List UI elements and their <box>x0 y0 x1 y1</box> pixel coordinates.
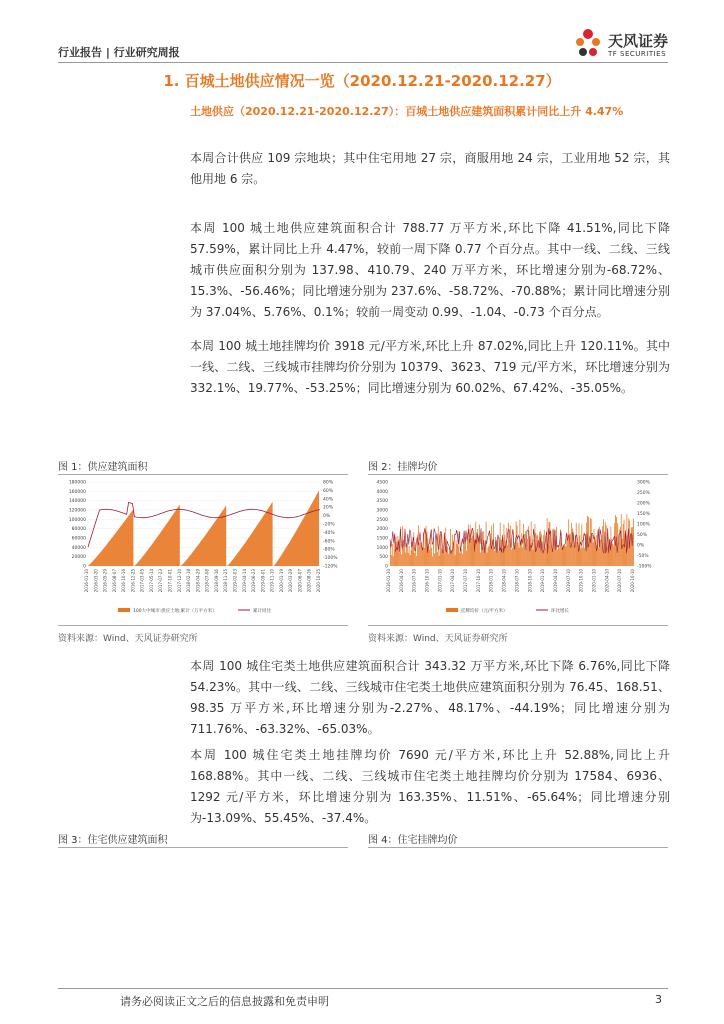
y-tick-label: 3500 <box>376 499 388 505</box>
bar <box>492 542 493 566</box>
bar <box>401 554 402 566</box>
y2-tick-label: -50% <box>637 554 649 559</box>
bar <box>581 549 582 566</box>
bar <box>463 540 464 566</box>
x-tick-label: 2016-01-10 <box>386 569 391 593</box>
bar <box>486 522 487 566</box>
x-tick-label: 2017-05-14 <box>148 569 154 593</box>
x-tick-label: 2016-04-10 <box>398 569 404 593</box>
bar <box>448 554 449 566</box>
bar <box>456 540 457 566</box>
figure-1-bottom-rule <box>58 625 348 626</box>
bar <box>409 546 410 566</box>
bar <box>546 536 547 566</box>
y-tick-label: 160000 <box>68 489 86 495</box>
figure-3-title: 图 3：住宅供应建筑面积 <box>58 835 168 846</box>
bar <box>507 545 508 566</box>
bar <box>630 534 631 566</box>
y2-tick-label: 40% <box>323 497 334 503</box>
bar <box>566 539 567 566</box>
bar <box>450 529 451 566</box>
y-tick-label: 2000 <box>376 527 388 533</box>
bar <box>570 534 571 566</box>
footer-disclaimer: 请务必阅读正文之后的信息披露和免责申明 <box>120 995 329 1008</box>
bar <box>580 535 581 566</box>
bar <box>539 532 540 566</box>
bar <box>528 526 529 566</box>
bar <box>517 526 518 566</box>
x-tick-label: 2020-06-07 <box>297 569 303 593</box>
bar <box>565 546 566 566</box>
bar <box>479 524 480 566</box>
x-tick-label: 2016-05-29 <box>102 569 108 593</box>
y-tick-label: 1500 <box>376 536 388 542</box>
bar <box>469 539 470 566</box>
bar <box>633 519 634 566</box>
bar <box>462 554 463 566</box>
paragraph-2: 本周 100 城土地供应建筑面积合计 788.77 万平方米,环比下降 41.51%,同比下降 57.59%，累计同比上升 4.47%，较前一周下降 0.77 个百分点。其中一线、二线、三线城市供应面积分别为 137.98、410.79、240 万平方米，环比增速分别为-68.72%、15.3%、-56.46%；同比增速分别为 237.6%、-58.72%、-70.88%；累计同比增速分别为 37.04%、5.76%、0.1%；较前一周变动 0.99、-1.04、-0.73 个百分点。 <box>190 221 670 319</box>
bar <box>518 543 519 566</box>
x-tick-label: 2017-01-10 <box>437 569 443 593</box>
x-tick-label: 2017-07-10 <box>463 569 469 593</box>
figure-1-title: 图 1：供应建筑面积 <box>58 462 148 473</box>
legend-label-area: 100大中城市:供应土地:累计（万平方米） <box>133 609 217 614</box>
bar <box>588 517 589 566</box>
x-tick-label: 2018-01-10 <box>488 569 494 593</box>
bar <box>447 546 448 566</box>
bar <box>430 534 431 566</box>
bar <box>422 548 423 566</box>
bar <box>487 553 488 566</box>
bar <box>437 552 438 566</box>
bar <box>459 546 460 566</box>
bar <box>460 552 461 566</box>
bar <box>434 554 435 566</box>
x-tick-label: 2019-01-10 <box>540 569 546 593</box>
y2-tick-label: 100% <box>637 522 650 528</box>
bar <box>530 537 531 566</box>
y2-tick-label: -100% <box>323 556 338 562</box>
x-tick-label: 2016-03-20 <box>93 569 99 593</box>
legend-label-bar: 挂牌均价（元/平方米） <box>461 609 508 614</box>
bar <box>579 523 580 566</box>
bar <box>506 528 507 566</box>
y-tick-label: 500 <box>379 555 388 561</box>
bar <box>432 556 433 566</box>
bar <box>435 541 436 566</box>
figure-2-bottom-rule <box>368 625 668 626</box>
bar <box>603 519 604 566</box>
bar <box>557 550 558 566</box>
bar <box>473 536 474 566</box>
x-tick-label: 2018-09-16 <box>213 569 219 593</box>
bar <box>519 548 520 566</box>
x-tick-label: 2016-10-16 <box>121 569 127 593</box>
bar <box>534 540 535 566</box>
y-tick-label: 60000 <box>71 536 86 542</box>
x-tick-label: 2017-07-23 <box>158 569 164 593</box>
bar <box>459 553 460 566</box>
bar <box>471 538 472 566</box>
y2-tick-label: 20% <box>323 505 334 511</box>
y-tick-label: 80000 <box>71 527 86 533</box>
bar <box>592 535 593 566</box>
bar <box>420 543 421 566</box>
figure-1-chart <box>58 478 348 622</box>
x-tick-label: 2019-02-03 <box>232 569 238 593</box>
bar <box>500 523 501 566</box>
paragraph-1: 本周合计供应 109 宗地块；其中住宅用地 27 宗，商服用地 24 宗，工业用地 52 宗，其他用地 6 宗。 <box>190 151 670 186</box>
bar <box>584 548 585 566</box>
legend-label-line: 累计同比 <box>253 609 271 614</box>
legend-label-line: 环比增长 <box>551 609 569 614</box>
x-tick-label: 2020-08-16 <box>306 569 312 593</box>
bar <box>622 539 623 566</box>
x-tick-label: 2019-04-14 <box>241 569 247 593</box>
bar <box>414 553 415 566</box>
bar <box>410 555 411 566</box>
x-tick-label: 2016-10-10 <box>424 569 430 593</box>
x-tick-label: 2019-11-10 <box>269 569 275 593</box>
y2-tick-label: 60% <box>323 488 334 494</box>
bar <box>419 543 420 566</box>
bar <box>576 523 577 566</box>
y2-tick-label: 300% <box>637 480 650 486</box>
bar <box>466 551 467 566</box>
logo-subtitle: TF SECURITIES <box>608 50 667 58</box>
bar <box>395 549 396 566</box>
bar <box>443 553 444 566</box>
y2-tick-label: -80% <box>323 547 335 553</box>
bar <box>632 527 633 566</box>
bar <box>626 514 627 566</box>
bar <box>600 540 601 566</box>
bar <box>565 546 566 566</box>
bar <box>494 550 495 566</box>
y-tick-label: 4500 <box>376 480 388 486</box>
y2-tick-label: -20% <box>323 522 335 528</box>
y-tick-label: 140000 <box>68 499 86 505</box>
bar <box>521 533 522 566</box>
y-tick-label: 3000 <box>376 508 388 514</box>
bar <box>416 556 417 566</box>
y2-tick-label: 0% <box>323 514 331 520</box>
x-tick-label: 2016-12-25 <box>130 569 136 593</box>
bar <box>480 552 481 566</box>
bar <box>594 529 595 566</box>
x-tick-label: 2016-07-10 <box>411 569 417 593</box>
y-tick-label: 1000 <box>376 545 388 551</box>
bar <box>593 542 594 566</box>
bar <box>397 542 398 566</box>
paragraph-3: 本周 100 城土地挂牌均价 3918 元/平方米,环比上升 87.02%,同比上升 120.11%。其中一线、二线、三线城市挂牌均价分别为 10379、3623、719 元/平方米，环比增速分别为 332.1%、19.77%、-53.25%；同比增速分别为 60.02%、67.42%、-35.05%。 <box>190 339 670 395</box>
bar <box>418 525 419 566</box>
bar <box>617 523 618 566</box>
x-tick-label: 2017-03-05 <box>139 569 145 593</box>
bar <box>606 525 607 566</box>
logo-flower-icon <box>570 26 606 62</box>
figure-2-chart <box>366 478 666 622</box>
x-tick-label: 2018-10-10 <box>527 569 533 593</box>
bar <box>498 551 499 566</box>
bar <box>522 548 523 566</box>
bar <box>574 545 575 566</box>
y2-tick-label: -120% <box>323 564 338 570</box>
bar <box>537 535 538 566</box>
logo-name: 天风证券 <box>608 32 669 50</box>
bar <box>489 543 490 566</box>
x-tick-label: 2020-10-25 <box>316 569 321 593</box>
x-tick-label: 2020-01-10 <box>591 569 597 593</box>
figure-2-title: 图 2：挂牌均价 <box>368 462 438 473</box>
bar <box>424 548 425 566</box>
bar <box>612 544 613 566</box>
bar <box>582 548 583 566</box>
bar <box>601 540 602 566</box>
bar <box>449 548 450 566</box>
bar <box>536 536 537 566</box>
paragraph-4: 本周 100 城住宅类土地供应建筑面积合计 343.32 万平方米,环比下降 6.76%,同比下降 54.23%。其中一线、二线、三线城市住宅类土地供应建筑面积分别为 76.45、168.51、98.35 万平方米,环比增速分别为-2.27%、48.17%、-44.19%；同比增速分别为 711.76%、-63.32%、-65.03%。 <box>190 659 670 736</box>
y-tick-label: 2500 <box>376 517 388 523</box>
sub-title: 土地供应（2020.12.21-2020.12.27）：百城土地供应建筑面积累计同比上升 4.47% <box>190 105 624 118</box>
legend-swatch-area <box>118 608 130 612</box>
footer-divider <box>58 988 668 989</box>
y-tick-label: 100000 <box>68 517 86 523</box>
bar <box>511 550 512 566</box>
figure-4-title: 图 4：住宅挂牌均价 <box>368 835 458 846</box>
y-tick-label: 4000 <box>376 489 388 495</box>
bar <box>501 539 502 566</box>
bar <box>523 524 524 566</box>
x-tick-label: 2018-04-29 <box>195 569 201 593</box>
x-tick-label: 2016-08-07 <box>111 569 117 593</box>
bar <box>461 549 462 566</box>
y2-tick-label: -40% <box>323 530 335 536</box>
bar <box>392 544 393 566</box>
bar <box>399 552 400 566</box>
bar <box>403 544 404 566</box>
bar <box>524 534 525 566</box>
y2-tick-label: 200% <box>637 501 650 507</box>
figure-3-top-rule <box>58 847 348 848</box>
tf-logo <box>570 26 680 66</box>
x-tick-label: 2020-03-29 <box>288 569 294 593</box>
y2-tick-label: -100% <box>637 564 652 570</box>
bar <box>526 549 527 566</box>
bar <box>429 550 430 566</box>
figure-2-source: 资料来源：Wind、天风证券研究所 <box>368 634 508 644</box>
bar <box>405 552 406 566</box>
bar <box>441 534 442 566</box>
x-tick-label: 2019-06-23 <box>251 569 257 593</box>
figure-1-top-rule <box>58 474 348 475</box>
bar <box>408 553 409 566</box>
x-tick-label: 2019-09-01 <box>260 569 266 593</box>
x-tick-label: 2020-07-10 <box>617 569 623 593</box>
section-title: 1. 百城土地供应情况一览（2020.12.21-2020.12.27） <box>163 72 561 90</box>
bar <box>564 545 565 566</box>
x-tick-label: 2018-07-08 <box>204 569 210 593</box>
series-area-cumulative <box>88 490 319 566</box>
x-tick-label: 2018-11-25 <box>223 569 229 593</box>
bar <box>489 546 490 566</box>
bar <box>545 548 546 566</box>
y2-tick-label: -60% <box>323 539 335 545</box>
y-tick-label: 0 <box>83 564 86 570</box>
bar <box>516 521 517 566</box>
x-tick-label: 2019-10-10 <box>578 569 584 593</box>
bar <box>431 548 432 566</box>
y2-tick-label: 0% <box>637 543 645 549</box>
y-tick-label: 0 <box>385 564 388 570</box>
x-tick-label: 2019-07-10 <box>565 569 571 593</box>
x-tick-label: 2020-04-10 <box>604 569 610 593</box>
y-tick-label: 40000 <box>71 545 86 551</box>
bar <box>559 548 560 566</box>
bar <box>428 546 429 566</box>
page-number: 3 <box>655 993 662 1006</box>
bar <box>504 535 505 566</box>
bar <box>452 535 453 566</box>
bar <box>398 536 399 566</box>
bar <box>577 542 578 566</box>
x-tick-label: 2017-10-01 <box>167 569 173 593</box>
bar <box>411 550 412 566</box>
y2-tick-label: 50% <box>637 533 648 538</box>
bar <box>391 555 392 566</box>
bar <box>475 522 476 566</box>
bar <box>512 548 513 566</box>
x-tick-label: 2017-12-10 <box>176 569 182 593</box>
figure-1-source: 资料来源：Wind、天风证券研究所 <box>58 634 198 644</box>
bar <box>509 540 510 566</box>
x-tick-label: 2017-04-10 <box>450 569 456 593</box>
bar <box>531 522 532 566</box>
bar <box>533 550 534 566</box>
x-tick-label: 2019-04-10 <box>552 569 558 593</box>
y-tick-label: 120000 <box>68 508 86 514</box>
bar <box>550 522 551 566</box>
x-tick-label: 2017-10-10 <box>475 569 481 593</box>
bar <box>490 533 491 566</box>
bar <box>568 519 569 566</box>
x-tick-label: 2018-04-10 <box>501 569 507 593</box>
bar <box>504 524 505 566</box>
y2-tick-label: 150% <box>637 512 650 517</box>
paragraph-5: 本周 100 城住宅类土地挂牌均价 7690 元/平方米,环比上升 52.88%,同比上升 168.88%。其中一线、二线、三线城市住宅类土地挂牌均价分别为 17584、6936、1292 元/平方米，环比增速分别为 163.35%、11.51%、-65.64%；同比增速分别为-13.09%、55.45%、-37.4%。 <box>190 748 670 825</box>
bar <box>393 556 394 566</box>
legend-swatch-bar <box>446 608 458 612</box>
bar <box>457 544 458 566</box>
y-tick-label: 180000 <box>68 480 86 486</box>
x-tick-label: 2018-02-18 <box>186 569 192 593</box>
bar <box>439 555 440 566</box>
bar <box>527 539 528 566</box>
figure-2-top-rule <box>368 474 668 475</box>
y2-tick-label: 80% <box>323 480 334 486</box>
y-tick-label: 20000 <box>71 555 86 561</box>
bar <box>470 525 471 566</box>
bar <box>542 551 543 566</box>
header-left: 行业报告 | 行业研究周报 <box>58 46 180 59</box>
bar <box>425 528 426 566</box>
bar <box>598 548 599 566</box>
x-tick-label: 2016-01-10 <box>84 569 89 593</box>
bar <box>455 555 456 566</box>
bar <box>613 546 614 566</box>
bar <box>551 550 552 566</box>
figure-4-top-rule <box>368 847 668 848</box>
x-tick-label: 2018-07-10 <box>514 569 520 593</box>
y2-tick-label: 250% <box>637 491 650 496</box>
x-tick-label: 2020-10-10 <box>630 569 635 593</box>
bar <box>488 548 489 567</box>
bar <box>624 520 625 566</box>
bar <box>472 528 473 566</box>
x-tick-label: 2020-01-19 <box>278 569 284 593</box>
bar <box>558 546 559 566</box>
